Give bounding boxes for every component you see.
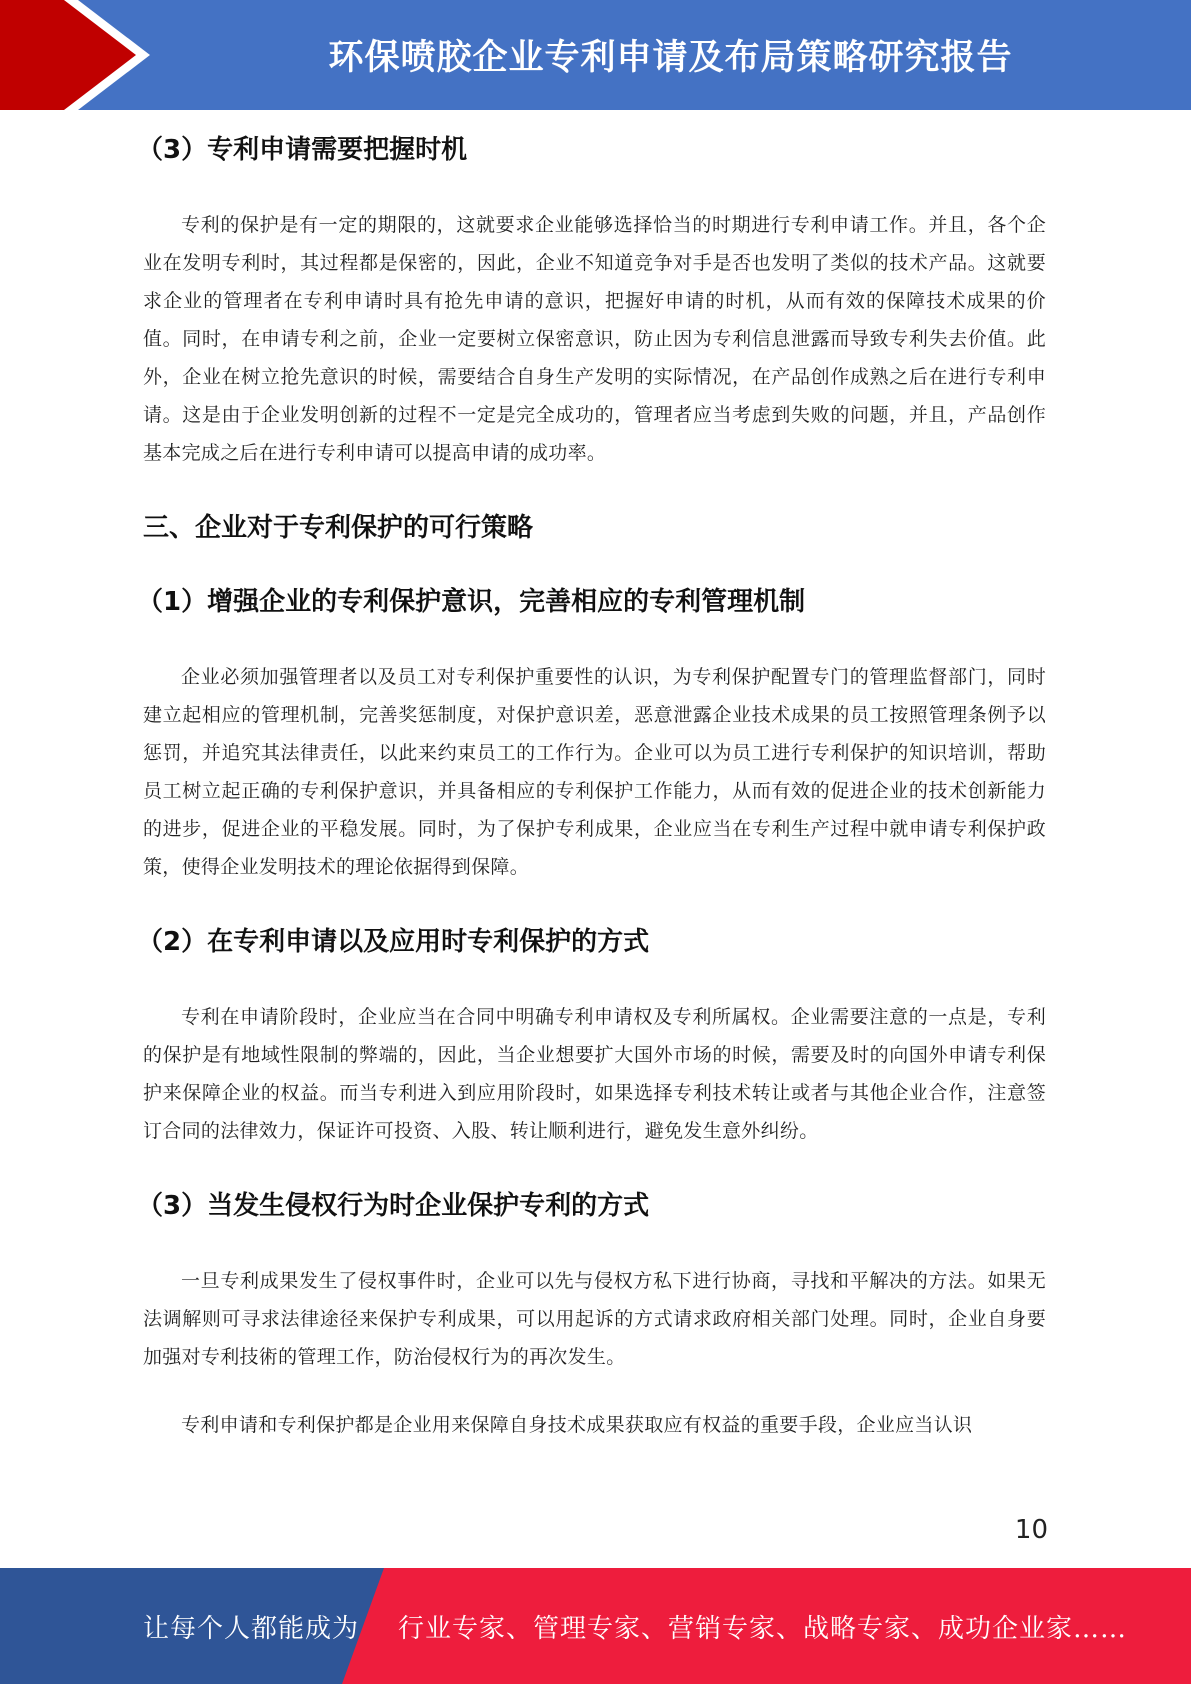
section-heading-application: （2）在专利申请以及应用时专利保护的方式 — [137, 927, 650, 957]
page-number: 10 — [1014, 1515, 1048, 1545]
footer-slogan-left: 让每个人都能成为 — [143, 1613, 360, 1644]
section-heading-infringement: （3）当发生侵权行为时企业保护专利的方式 — [137, 1191, 650, 1221]
paragraph-timing: 专利的保护是有一定的期限的，这就要求企业能够选择恰当的时期进行专利申请工作。并且，各个企业在发明专利时，其过程都是保密的，因此，企业不知道竞争对手是否也发明了类似的技术产品。这就要求企业的管理者在专利申请时具有抢先申请的意识，把握好申请的时机，从而有效的保障技术成果的价值。同时，在申请专利之前，企业一定要树立保密意识，防止因为专利信息泄露而导致专利失去价值。此外，企业在树立抢先意识的时候，需要结合自身生产发明的实际情况，在产品创作成熟之后在进行专利申请。这是由于企业发明创新的过程不一定是完全成功的，管理者应当考虑到失败的问题，并且，产品创作基本完成之后在进行专利申请可以提高申请的成功率。 — [143, 214, 1046, 464]
document-body — [137, 124, 1046, 1444]
paragraph-application: 专利在申请阶段时，企业应当在合同中明确专利申请权及专利所属权。企业需要注意的一点是，专利的保护是有地域性限制的弊端的，因此，当企业想要扩大国外市场的时候，需要及时的向国外申请专利保护来保障企业的权益。而当专利进入到应用阶段时，如果选择专利技术转让或者与其他企业合作，注意签订合同的法律效力，保证许可投资、入股、转让顺利进行，避免发生意外纠纷。 — [143, 1006, 1046, 1142]
footer-slogan-right: 行业专家、管理专家、营销专家、战略专家、成功企业家…… — [398, 1613, 1128, 1644]
page-footer — [0, 1568, 1191, 1684]
section-heading-awareness: （1）增强企业的专利保护意识，完善相应的专利管理机制 — [137, 587, 806, 617]
paragraph-closing: 专利申请和专利保护都是企业用来保障自身技术成果获取应有权益的重要手段，企业应当认识 — [181, 1414, 973, 1436]
report-title: 环保喷胶企业专利申请及布局策略研究报告 — [328, 38, 1013, 78]
paragraph-awareness: 企业必须加强管理者以及员工对专利保护重要性的认识，为专利保护配置专门的管理监督部门，同时建立起相应的管理机制，完善奖惩制度，对保护意识差，恶意泄露企业技术成果的员工按照管理条例予以惩罚，并追究其法律责任，以此来约束员工的工作行为。企业可以为员工进行专利保护的知识培训，帮助员工树立起正确的专利保护意识，并具备相应的专利保护工作能力，从而有效的促进企业的技术创新能力的进步，促进企业的平稳发展。同时，为了保护专利成果，企业应当在专利生产过程中就申请专利保护政策，使得企业发明技术的理论依据得到保障。 — [143, 666, 1046, 878]
main-section-heading: 三、企业对于专利保护的可行策略 — [143, 513, 534, 543]
chevron-arrow-icon — [0, 0, 160, 110]
paragraph-infringement: 一旦专利成果发生了侵权事件时，企业可以先与侵权方私下进行协商，寻找和平解决的方法。如果无法调解则可寻求法律途径来保护专利成果，可以用起诉的方式请求政府相关部门处理。同时，企业自身要加强对专利技術的管理工作，防治侵权行为的再次发生。 — [143, 1270, 1046, 1368]
page-header — [0, 0, 1191, 110]
section-heading-timing: （3）专利申请需要把握时机 — [137, 135, 468, 165]
